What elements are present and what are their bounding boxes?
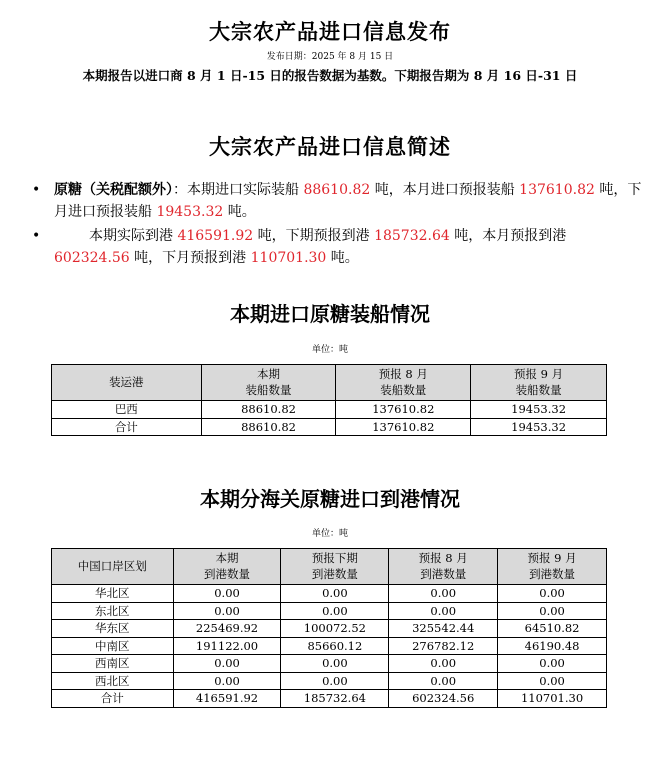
shipment-section-title: 本期进口原糖装船情况 [230,302,430,326]
bullet-icon: • [32,182,41,198]
summary-text: ：本期进口实际装船 [173,182,304,198]
summary-text: 吨，下期预报到港 [253,228,375,244]
table-cell: 88610.82 [201,401,336,419]
column-header: 预报 9 月 到港数量 [498,549,607,585]
column-header: 预报 8 月 到港数量 [389,549,498,585]
table-cell: 88610.82 [201,418,336,436]
table-cell: 185732.64 [281,690,389,708]
arrival-table [51,548,607,708]
next-month-forecast-shipment-value: 19453.32 [156,204,224,220]
table-row [52,690,607,708]
table-cell: 合计 [52,418,202,436]
table-cell: 19453.32 [471,401,607,419]
table-row [52,637,607,655]
table-cell: 64510.82 [498,620,607,638]
arrival-unit: 单位：吨 [311,529,348,539]
table-cell: 85660.12 [281,637,389,655]
column-header: 本期 装船数量 [201,365,336,401]
table-cell: 276782.12 [389,637,498,655]
bullet-icon: • [32,228,41,244]
column-header: 预报 8 月 装船数量 [336,365,471,401]
table-cell: 中南区 [52,637,174,655]
table-row [52,672,607,690]
table-cell: 100072.52 [281,620,389,638]
summary-item-arrival [32,225,642,269]
table-cell: 0.00 [389,672,498,690]
table-cell: 225469.92 [173,620,281,638]
shipment-unit: 单位：吨 [311,345,348,355]
summary-text: 吨。 [223,204,256,220]
table-cell: 19453.32 [471,418,607,436]
table-row [52,620,607,638]
shipment-table [51,364,607,436]
column-header: 本期 到港数量 [173,549,281,585]
summary-item-shipment [32,179,642,223]
table-cell: 0.00 [389,655,498,673]
summary-text: 吨，下月进口预报装船 [54,182,642,220]
table-header-row [52,549,607,585]
summary-text: 吨，本月预报到港 [449,228,567,244]
product-label: 原糖（关税配额外） [54,182,173,198]
table-cell: 602324.56 [389,690,498,708]
table-cell: 0.00 [498,672,607,690]
table-row [52,655,607,673]
table-cell: 137610.82 [336,401,471,419]
table-cell: 0.00 [498,585,607,603]
table-cell: 110701.30 [498,690,607,708]
table-row [52,401,607,419]
table-cell: 华东区 [52,620,174,638]
period-note: 本期报告以进口商 8 月 1 日-15 日的报告数据为基数。下期报告期为 8 月 16 日-31 日 [82,68,578,83]
column-header: 预报 9 月 装船数量 [471,365,607,401]
table-cell: 0.00 [389,585,498,603]
summary-text: 本期实际到港 [89,228,178,244]
column-header: 中国口岸区划 [52,549,174,585]
table-cell: 0.00 [173,585,281,603]
table-cell: 416591.92 [173,690,281,708]
table-cell: 华北区 [52,585,174,603]
table-row [52,418,607,436]
summary-text: 吨。 [326,250,359,266]
table-cell: 0.00 [281,655,389,673]
next-month-arrival-value: 110701.30 [250,250,327,266]
table-cell: 325542.44 [389,620,498,638]
table-row [52,602,607,620]
month-forecast-shipment-value: 137610.82 [519,182,595,198]
month-arrival-value: 602324.56 [54,250,130,266]
summary-text: 吨，本月进口预报装船 [370,182,520,198]
table-cell: 0.00 [281,602,389,620]
summary-list [32,179,642,271]
arrival-section-title: 本期分海关原糖进口到港情况 [200,487,460,511]
publish-date: 发布日期：2025 年 8 月 15 日 [266,52,394,62]
table-cell: 0.00 [389,602,498,620]
table-cell: 0.00 [173,655,281,673]
column-header: 预报下期 到港数量 [281,549,389,585]
table-cell: 137610.82 [336,418,471,436]
table-cell: 46190.48 [498,637,607,655]
column-header: 装运港 [52,365,202,401]
table-cell: 0.00 [173,602,281,620]
table-cell: 巴西 [52,401,202,419]
table-cell: 西北区 [52,672,174,690]
page-title: 大宗农产品进口信息发布 [209,19,451,44]
table-cell: 东北区 [52,602,174,620]
summary-text: 吨，下月预报到港 [129,250,251,266]
table-cell: 0.00 [281,585,389,603]
table-cell: 0.00 [281,672,389,690]
summary-title: 大宗农产品进口信息简述 [209,134,451,159]
table-cell: 0.00 [498,655,607,673]
table-cell: 合计 [52,690,174,708]
table-cell: 191122.00 [173,637,281,655]
table-cell: 0.00 [498,602,607,620]
actual-shipment-value: 88610.82 [303,182,371,198]
next-period-arrival-value: 185732.64 [374,228,450,244]
actual-arrival-value: 416591.92 [177,228,254,244]
table-cell: 西南区 [52,655,174,673]
table-header-row [52,365,607,401]
table-cell: 0.00 [173,672,281,690]
table-row [52,585,607,603]
